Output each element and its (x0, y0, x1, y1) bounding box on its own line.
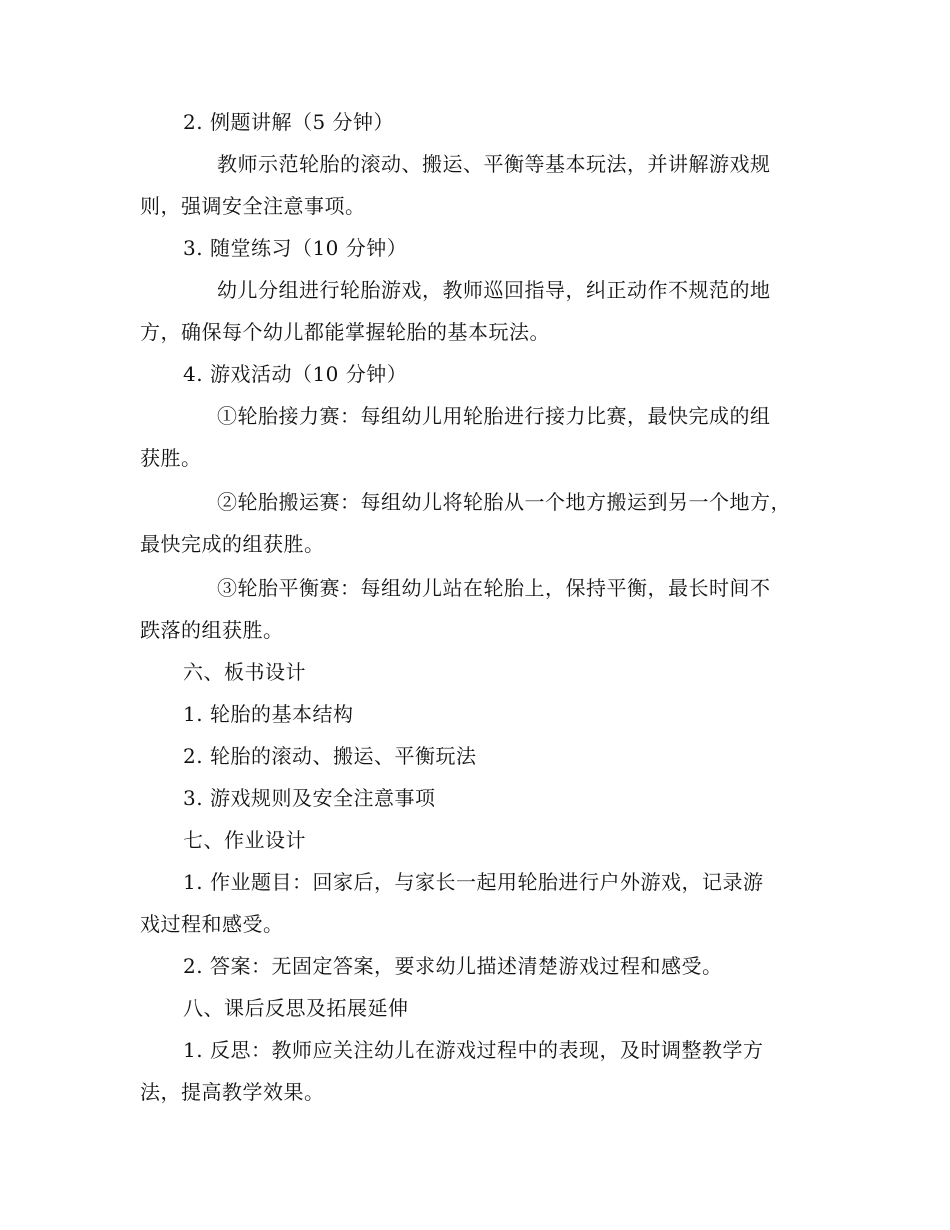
step-3-paragraph-line-1: 幼儿分组进行轮胎游戏，教师巡回指导，纠正动作不规范的地 (217, 278, 771, 302)
game-3-line-1: ③轮胎平衡赛：每组幼儿站在轮胎上，保持平衡，最长时间不 (217, 576, 771, 600)
step-2-paragraph-line-2: 则，强调安全注意事项。 (140, 194, 366, 218)
game-1-line-1: ①轮胎接力赛：每组幼儿用轮胎进行接力比赛，最快完成的组 (217, 404, 771, 428)
step-2-heading: 2. 例题讲解（5 分钟） (183, 110, 395, 134)
section-6-heading: 六、板书设计 (183, 660, 306, 684)
board-item-2: 2. 轮胎的滚动、搬运、平衡玩法 (183, 744, 477, 768)
step-4-heading: 4. 游戏活动（10 分钟） (183, 362, 408, 386)
step-3-paragraph-line-2: 方，确保每个幼儿都能掌握轮胎的基本玩法。 (140, 320, 550, 344)
reflection-item-1-line-1: 1. 反思：教师应关注幼儿在游戏过程中的表现，及时调整教学方 (183, 1038, 764, 1062)
board-item-1: 1. 轮胎的基本结构 (183, 702, 354, 726)
homework-item-2: 2. 答案：无固定答案，要求幼儿描述清楚游戏过程和感受。 (183, 954, 723, 978)
game-1-line-2: 获胜。 (140, 446, 202, 470)
game-3-line-2: 跌落的组获胜。 (140, 618, 284, 642)
step-2-paragraph-line-1: 教师示范轮胎的滚动、搬运、平衡等基本玩法，并讲解游戏规 (217, 152, 771, 176)
reflection-item-1-line-2: 法，提高教学效果。 (140, 1080, 325, 1104)
section-8-heading: 八、课后反思及拓展延伸 (183, 996, 409, 1020)
game-2-line-2: 最快完成的组获胜。 (140, 532, 325, 556)
game-2-line-1: ②轮胎搬运赛：每组幼儿将轮胎从一个地方搬运到另一个地方， (217, 490, 791, 514)
homework-item-1-line-1: 1. 作业题目：回家后，与家长一起用轮胎进行户外游戏，记录游 (183, 870, 764, 894)
homework-item-1-line-2: 戏过程和感受。 (140, 912, 284, 936)
board-item-3: 3. 游戏规则及安全注意事项 (183, 786, 436, 810)
step-3-heading: 3. 随堂练习（10 分钟） (183, 236, 408, 260)
section-7-heading: 七、作业设计 (183, 828, 306, 852)
